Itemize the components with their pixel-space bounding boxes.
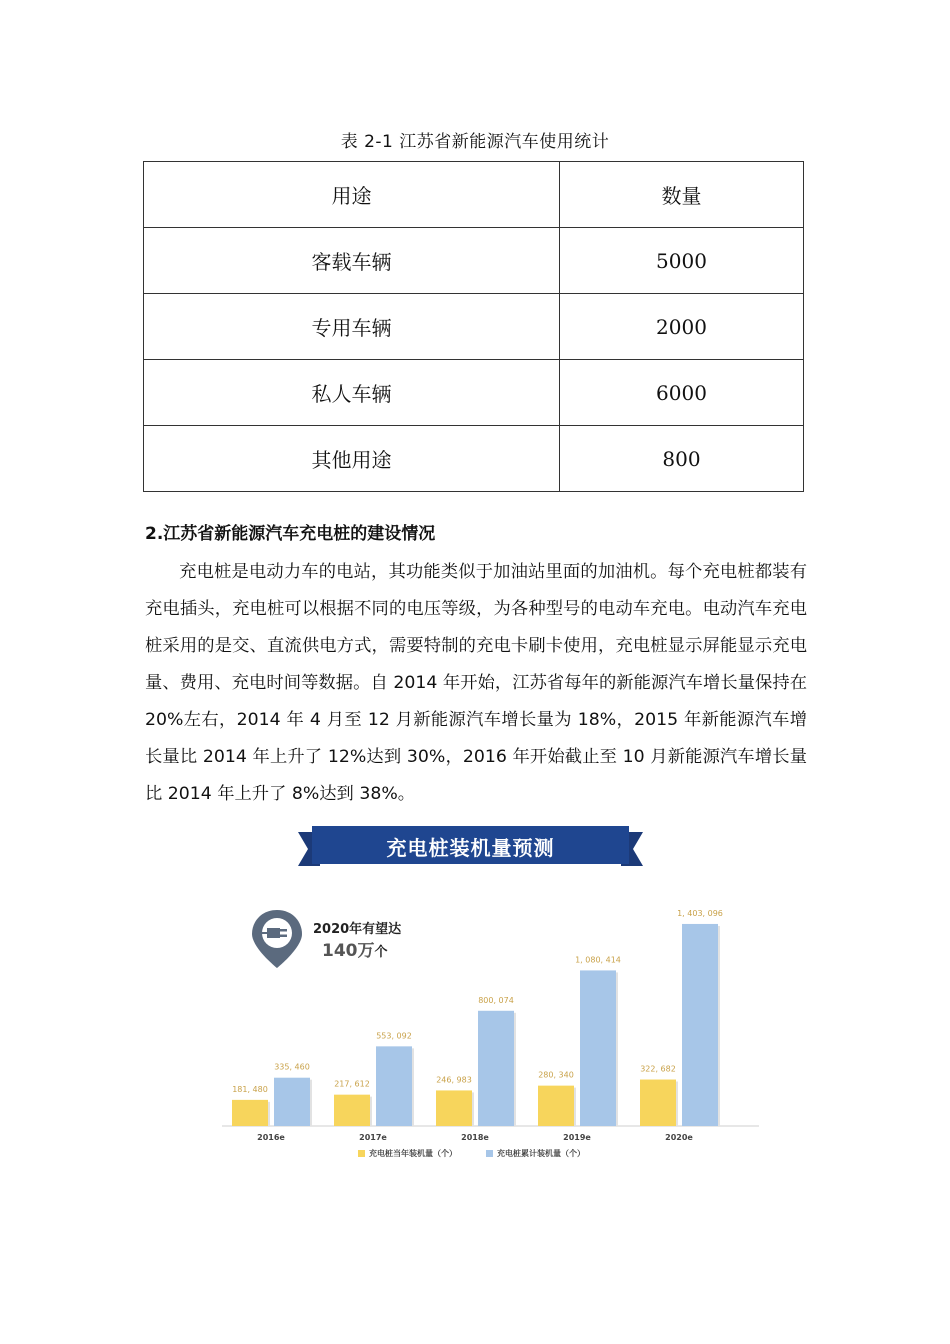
data-label: 217, 612 <box>334 1079 370 1089</box>
table-row <box>144 228 804 294</box>
table-cell-usage: 客载车辆 <box>144 228 560 294</box>
table-cell-quantity: 6000 <box>560 360 804 426</box>
section-heading: 2.江苏省新能源汽车充电桩的建设情况 <box>145 524 436 544</box>
bar-cumulative <box>478 1011 514 1126</box>
legend-label: 充电桩累计装机量（个） <box>497 1149 585 1158</box>
body-paragraph <box>145 554 807 813</box>
bar-annual <box>334 1095 370 1126</box>
x-tick-label: 2016e <box>257 1133 285 1142</box>
x-tick-label: 2018e <box>461 1133 489 1142</box>
paragraph-text: 充电桩是电动力车的电站，其功能类似于加油站里面的加油机。每个充电桩都装有充电插头，充电桩可以根据不同的电压等级，为各种型号的电动车充电。电动汽车充电桩采用的是交、直流供电方式，需要特制的充电卡刷卡使用，充电桩显示屏能显示充电量、费用、充电时间等数据。自 2014 年开始，江苏省每年的新能源汽车增长量保持在 20%左右，2014 年 4 月至 12 月新能源汽车增长量为 18%，2015 年新能源汽车增长量比 2014 年上升了 12%达到 30%，2016 年开始截止至 10 月新能源汽车增长量比 2014 年上升了 8%达到 38%。 <box>145 562 807 804</box>
callout-text: 2020年有望达 <box>313 922 402 937</box>
legend-label: 充电桩当年装机量（个） <box>369 1149 457 1158</box>
data-label: 1, 080, 414 <box>575 955 621 965</box>
table-row <box>144 360 804 426</box>
table-cell-quantity: 5000 <box>560 228 804 294</box>
charging-pile-chart <box>218 818 763 1170</box>
usage-table <box>143 161 804 492</box>
table-cell-usage: 其他用途 <box>144 426 560 492</box>
table-row <box>144 294 804 360</box>
bar-chart <box>218 818 763 1170</box>
data-label: 322, 682 <box>640 1064 676 1074</box>
table-cell-quantity: 800 <box>560 426 804 492</box>
table-cell-quantity: 2000 <box>560 294 804 360</box>
bar-annual <box>538 1086 574 1126</box>
legend-swatch <box>358 1150 365 1157</box>
bar-cumulative <box>274 1078 310 1126</box>
bar-annual <box>232 1100 268 1126</box>
legend-swatch <box>486 1150 493 1157</box>
chart-banner-title: 充电桩装机量预测 <box>386 836 555 860</box>
data-label: 335, 460 <box>274 1062 310 1072</box>
data-label: 280, 340 <box>538 1070 574 1080</box>
x-tick-label: 2017e <box>359 1133 387 1142</box>
table-header-row <box>144 162 804 228</box>
data-label: 553, 092 <box>376 1031 412 1041</box>
bar-cumulative <box>682 924 718 1126</box>
bar-cumulative <box>580 970 616 1126</box>
x-tick-label: 2019e <box>563 1133 591 1142</box>
table-cell-usage: 专用车辆 <box>144 294 560 360</box>
table-caption: 表 2-1 江苏省新能源汽车使用统计 <box>340 132 610 152</box>
table-cell-usage: 私人车辆 <box>144 360 560 426</box>
data-label: 246, 983 <box>436 1075 472 1085</box>
data-label: 800, 074 <box>478 995 514 1005</box>
bar-cumulative <box>376 1046 412 1126</box>
data-label: 1, 403, 096 <box>677 908 723 918</box>
column-header-quantity: 数量 <box>560 162 804 228</box>
callout-unit: 个 <box>374 945 388 960</box>
bar-annual <box>640 1080 676 1126</box>
callout-number: 140万 <box>322 941 375 961</box>
bar-annual <box>436 1090 472 1126</box>
data-label: 181, 480 <box>232 1084 268 1094</box>
table-row <box>144 426 804 492</box>
column-header-usage: 用途 <box>144 162 560 228</box>
x-tick-label: 2020e <box>665 1133 693 1142</box>
